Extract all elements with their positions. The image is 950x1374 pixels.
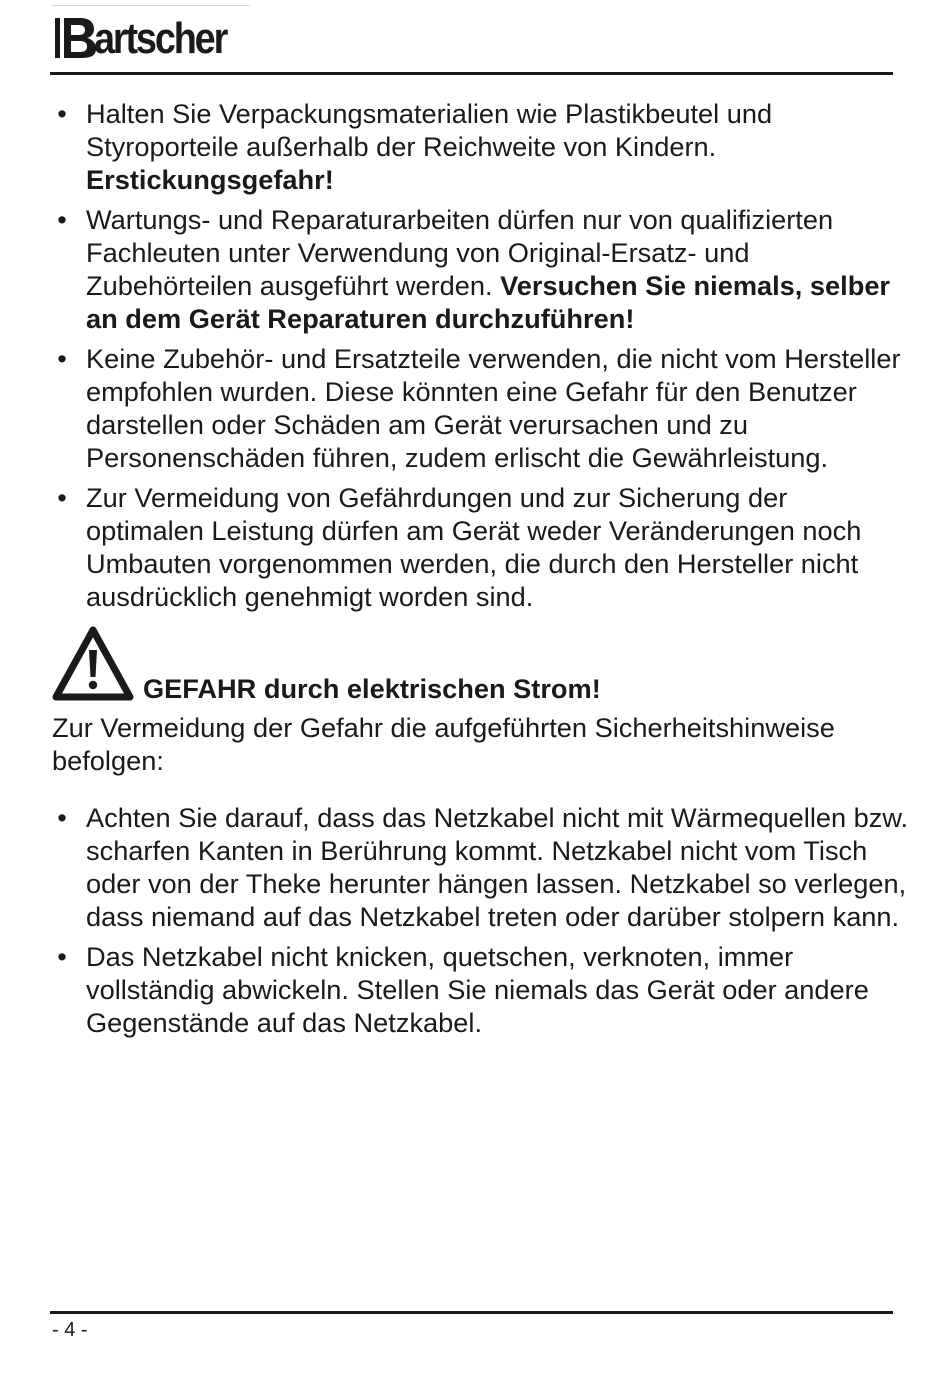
list-item [0,342,950,474]
footer-rule [50,1311,893,1314]
header-rule [50,72,893,75]
item-bold-text: Versuchen Sie niemals, selber an dem Gerät Reparaturen durchzuführen! [86,270,891,334]
item-text: Zur Vermeidung von Gefährdungen und zur Sicherung der optimalen Leistung dürfen am Gerät weder Veränderungen noch Umbauten vorgenommen werden, die durch den Hersteller nicht ausdrücklich genehmigt worden sind. [86,482,862,612]
warning-intro: Zur Vermeidung der Gefahr die aufgeführten Sicherheitshinweise befolgen: [52,712,835,776]
safety-list-1 [0,97,950,613]
warning-heading [52,626,902,702]
bartscher-logo [52,8,252,66]
list-item [0,940,950,1039]
logo-text: artscher [94,14,227,63]
item-text: Achten Sie darauf, dass das Netzkabel nicht mit Wärmequellen bzw. scharfen Kanten in Berührung kommt. Netzkabel nicht vom Tisch oder von der Theke herunter hängen lassen. Netzkabel so verlegen, dass niemand auf das Netzkabel treten oder darüber stolpern kann. [86,802,909,932]
item-bold-text: Erstickungsgefahr! [86,164,334,195]
item-text: Halten Sie Verpackungsmaterialien wie Plastikbeutel und Styroporteile außerhalb der Reichweite von Kindern. [86,98,773,162]
bullet: • [57,941,67,972]
logo-b-mark [52,10,98,64]
logo-top-line [52,5,250,6]
item-text: Wartungs- und Reparaturarbeiten dürfen nur von qualifizierten Fachleuten unter Verwendung von Original-Ersatz- und Zubehörteilen ausgeführt werden. [86,204,834,301]
bullet: • [57,98,67,129]
bullet: • [57,482,67,513]
page-header [0,0,950,80]
list-item [0,203,950,335]
item-text: Keine Zubehör- und Ersatzteile verwenden, die nicht vom Hersteller empfohlen wurden. Diese könnten eine Gefahr für den Benutzer darstellen oder Schäden am Gerät verursachen und zu Personenschäden führen, zudem erlischt die Gewährleistung. [86,343,901,473]
warning-title: GEFAHR durch elektrischen Strom! [143,673,601,704]
bullet: • [57,204,67,235]
page-number: - 4 - [52,1319,88,1341]
bullet: • [57,802,67,833]
bullet: • [57,343,67,374]
list-item [0,481,950,613]
warning-triangle-icon [52,626,134,707]
safety-list-2 [0,801,950,1039]
item-text: Das Netzkabel nicht knicken, quetschen, verknoten, immer vollständig abwickeln. Stellen Sie niemals das Gerät oder andere Gegenstände auf das Netzkabel. [86,941,869,1038]
list-item [0,97,950,196]
list-item [0,801,950,933]
